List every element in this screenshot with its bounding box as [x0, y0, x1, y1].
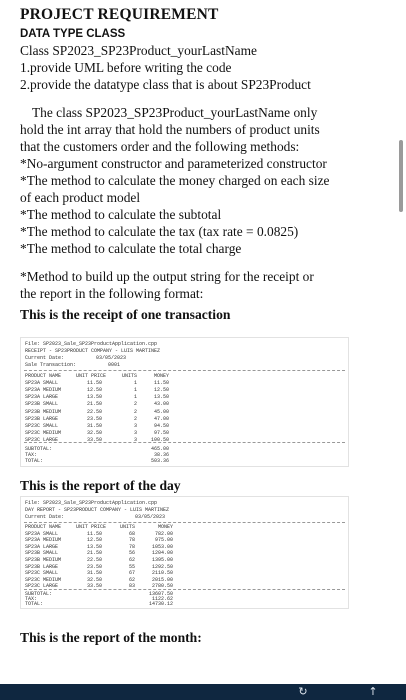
table-cell: SP23A SMALL [25, 380, 59, 387]
table-cell: 12.50 [153, 387, 169, 394]
refresh-icon[interactable]: ↻ [298, 685, 308, 698]
receipt-total-label: TOTAL: [25, 458, 44, 464]
table-cell: SP23A LARGE [25, 394, 59, 401]
table-cell: SP23B MEDIUM [25, 408, 62, 415]
receipt-subtotal-value: 465.00 [150, 446, 169, 452]
table-cell: 33.50 [86, 436, 102, 443]
method-line: the report in the following format: [20, 286, 204, 301]
column-header: MONEY [153, 373, 169, 379]
table-cell: 2 [133, 415, 137, 422]
column-header: PRODUCT NAME [25, 373, 62, 379]
table-cell: 2015.00 [151, 576, 173, 583]
day-tax-label: TAX: [25, 596, 38, 602]
description-line: *The method to calculate the tax (tax rate = 0.0825) [20, 224, 299, 239]
table-cell: 11.50 [153, 380, 169, 387]
intro-line: 2.provide the datatype class that is about SP23Product [20, 77, 311, 92]
table-cell: 2 [133, 401, 137, 408]
table-cell: 12.50 [86, 387, 102, 394]
column-header: UNIT PRICE [76, 524, 107, 530]
table-cell: 22.50 [86, 557, 102, 563]
column-header: MONEY [157, 524, 173, 530]
description-line: that the customers order and the following methods: [20, 139, 300, 154]
column-header: PRODUCT NAME [25, 524, 62, 530]
table-cell: 97.50 [153, 429, 169, 436]
table-cell: SP23B SMALL [25, 401, 59, 408]
description-line: The class SP2023_SP23Product_yourLastName only [32, 105, 318, 120]
day-company-line: DAY REPORT - SP23PRODUCT COMPANY - LUIS MARTINEZ [25, 507, 170, 513]
description-line: of each product model [20, 190, 141, 205]
receipt-tax-value: 38.36 [153, 452, 169, 458]
column-header: UNITS [119, 524, 135, 530]
receipt-total-value: 503.36 [150, 458, 169, 464]
day-date-label: Current Date: [25, 514, 65, 520]
table-cell: SP23B LARGE [25, 415, 59, 422]
table-cell: 13.50 [86, 394, 102, 401]
table-cell: SP23C MEDIUM [25, 576, 62, 583]
table-cell: 47.00 [153, 415, 169, 422]
day-total-value: 14730.12 [148, 601, 173, 607]
description-line: *The method to calculate the subtotal [20, 207, 222, 222]
column-header: UNIT PRICE [76, 373, 107, 379]
description-line: *No-argument constructor and parameterized constructor [20, 156, 327, 171]
table-cell: 100.50 [150, 436, 169, 443]
table-cell: 22.50 [86, 408, 102, 415]
table-cell: 68 [128, 530, 135, 537]
table-cell: SP23B MEDIUM [25, 557, 62, 563]
table-cell: 2780.50 [151, 583, 173, 590]
table-cell: 43.00 [153, 401, 169, 408]
table-cell: 11.50 [86, 530, 102, 537]
table-cell: SP23B LARGE [25, 563, 59, 570]
table-cell: SP23A LARGE [25, 543, 59, 550]
table-cell: 45.00 [153, 408, 169, 415]
day-file-line: File: SP2023_Sale_SP23ProductApplication.cpp [25, 500, 158, 506]
receipt-date-value: 03/05/2023 [96, 355, 127, 361]
day-date-value: 03/05/2023 [135, 514, 166, 520]
table-cell: 1 [133, 380, 137, 387]
column-header: UNITS [121, 373, 137, 379]
table-cell: SP23A SMALL [25, 530, 59, 537]
table-cell: 1395.00 [151, 557, 173, 563]
table-cell: 55 [128, 563, 135, 570]
table-cell: 1053.00 [151, 543, 173, 550]
table-cell: 3 [133, 422, 137, 429]
table-cell: 13.50 [153, 394, 169, 401]
method-line: *Method to build up the output string for the receipt or [20, 269, 314, 284]
scrollbar-thumb[interactable] [399, 140, 403, 212]
table-cell: 31.50 [86, 422, 102, 429]
receipt-company-line: RECEIPT - SP23PRODUCT COMPANY - LUIS MARTINEZ [25, 348, 161, 354]
table-cell: 94.50 [153, 422, 169, 429]
description-line: *The method to calculate the money charged on each size [20, 173, 330, 188]
table-cell: SP23A MEDIUM [25, 387, 62, 394]
receipt-date-label: Current Date: [25, 355, 65, 361]
table-cell: 56 [128, 550, 135, 557]
table-cell: 62 [128, 576, 135, 583]
table-cell: SP23C SMALL [25, 570, 59, 577]
table-cell: 782.00 [154, 530, 173, 537]
divider [24, 589, 345, 590]
upload-icon[interactable]: ↑ [368, 685, 378, 698]
description-line: *The method to calculate the total charge [20, 241, 242, 256]
table-cell: 23.50 [86, 415, 102, 422]
table-cell: 1204.00 [151, 550, 173, 557]
table-cell: 3 [133, 429, 137, 436]
day-total-label: TOTAL: [25, 601, 44, 607]
table-cell: 2110.50 [151, 570, 173, 577]
receipt-tax-label: TAX: [25, 452, 38, 458]
table-cell: 975.00 [154, 537, 173, 544]
table-cell: 32.50 [86, 429, 102, 436]
day-report-output [20, 496, 349, 609]
table-cell: 2 [133, 408, 137, 415]
section-heading-day: This is the report of the day [20, 478, 181, 493]
table-cell: SP23C SMALL [25, 422, 59, 429]
table-cell: 62 [128, 557, 135, 563]
day-subtotal-label: SUBTOTAL: [25, 591, 53, 597]
table-cell: SP23C LARGE [25, 583, 59, 590]
table-cell: 83 [128, 583, 135, 590]
day-subtotal-value: 13607.50 [148, 591, 173, 597]
table-cell: SP23B SMALL [25, 550, 59, 557]
table-cell: 3 [133, 436, 137, 443]
table-cell: 13.50 [86, 543, 102, 550]
table-cell: 1 [133, 387, 137, 394]
intro-line: 1.provide UML before writing the code [20, 60, 232, 75]
table-cell: 21.50 [86, 550, 102, 557]
table-cell: 78 [128, 537, 135, 544]
table-cell: 1292.50 [151, 563, 173, 570]
page-title: PROJECT REQUIREMENT [20, 6, 219, 23]
description-line: hold the int array that hold the numbers of product units [20, 122, 320, 137]
intro-line: Class SP2023_SP23Product_yourLastName [20, 43, 257, 58]
receipt-output [20, 337, 349, 467]
table-cell: 31.50 [86, 570, 102, 577]
section-heading-month: This is the report of the month: [20, 630, 202, 645]
divider [24, 522, 345, 523]
table-cell: 67 [128, 570, 135, 577]
day-tax-value: 1122.62 [151, 596, 173, 602]
table-cell: 12.50 [86, 537, 102, 544]
receipt-file-line: File: SP2023_Sale_SP23ProductApplication.cpp [25, 341, 158, 347]
table-cell: 32.50 [86, 576, 102, 583]
table-cell: SP23A MEDIUM [25, 537, 62, 544]
receipt-transaction-label: Sale Transaction: [25, 362, 77, 368]
section-heading-receipt: This is the receipt of one transaction [20, 307, 231, 322]
table-cell: SP23C LARGE [25, 436, 59, 443]
divider [24, 442, 345, 443]
divider [24, 370, 345, 371]
table-cell: 21.50 [86, 401, 102, 408]
receipt-subtotal-label: SUBTOTAL: [25, 446, 53, 452]
table-cell: 23.50 [86, 563, 102, 570]
table-cell: 33.50 [86, 583, 102, 590]
section-subtitle: DATA TYPE CLASS [20, 28, 126, 40]
table-cell: 1 [133, 394, 137, 401]
receipt-transaction-value: 0001 [108, 362, 121, 368]
taskbar [0, 684, 406, 700]
table-cell: 78 [128, 543, 135, 550]
table-cell: SP23C MEDIUM [25, 429, 62, 436]
table-cell: 11.50 [86, 380, 102, 387]
